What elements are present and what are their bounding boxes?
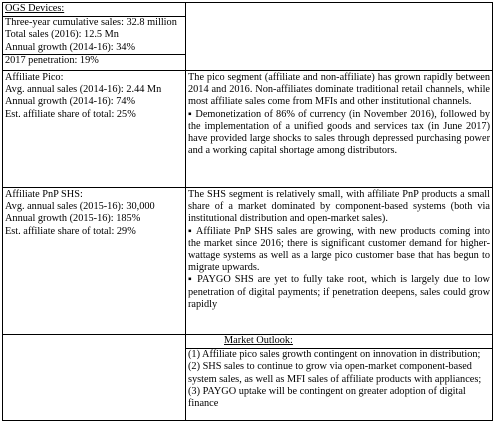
ogs-total-sales: Total sales (2016): 12.5 Mn [5, 29, 119, 41]
affiliate-pnp-shs-row [3, 188, 493, 335]
shs-paygo-bullet: ▪ PAYGO SHS are yet to fully take root, which is largely due to low penetration of digital payments; if penetration deepens, sales could grow rapidly [188, 274, 490, 310]
affiliate-pico-row [3, 71, 493, 188]
affiliate-shs-title: Affiliate PnP SHS: [5, 189, 83, 200]
ogs-devices-title: OGS Devices: [3, 3, 185, 17]
ogs-annual-growth: Annual growth (2014-16): 34% [5, 41, 136, 53]
market-outlook-cell [186, 335, 493, 421]
outlook-item-paygo: (3) PAYGO uptake will be contingent on greater adoption of digital finance [188, 385, 466, 410]
shs-overview-paragraph: The SHS segment is relatively small, with affiliate PnP products a small share of a market dominated by component-based systems (both via institutional distribution and open-market sales). [188, 189, 490, 225]
pico-overview-paragraph: The pico segment (affiliate and non-affiliate) has grown rapidly between 2014 and 2016. Non-affiliates dominate traditional retail channels, while most affiliate sales come from MFIs and other institutional channels. [188, 72, 490, 108]
ogs-penetration: 2017 penetration: 19% [3, 54, 185, 68]
shs-annual-growth: Annual growth (2015-16): 185% [5, 213, 141, 225]
shs-avg-annual-sales: Avg. annual sales (2015-16): 30,000 [5, 201, 155, 213]
outlook-item-pico: (1) Affiliate pico sales growth contingent on innovation in distribution; [188, 349, 481, 361]
affiliate-pico-description-cell [186, 71, 493, 188]
market-outlook-title: Market Outlook: [186, 335, 492, 349]
ogs-devices-row [3, 3, 493, 71]
affiliate-shs-description-cell [186, 188, 493, 335]
affiliate-pico-stats-cell [3, 71, 186, 188]
pico-demonetization-bullet: ▪ Demonetization of 86% of currency (in November 2016), followed by the implementation of a unified goods and services tax (in June 2017) have provided large shocks to sales through depressed purchasing power and a working capital shortage among distributors. [188, 108, 490, 157]
market-outlook-empty-cell [3, 335, 186, 421]
pico-affiliate-share: Est. affiliate share of total: 25% [5, 108, 136, 120]
ogs-devices-cell [3, 3, 186, 71]
market-outlook-row [3, 335, 493, 421]
pico-avg-annual-sales: Avg. annual sales (2014-16): 2.44 Mn [5, 84, 162, 96]
shs-affiliate-share: Est. affiliate share of total: 29% [5, 225, 136, 237]
ogs-cumulative-sales: Three-year cumulative sales: 32.8 million [5, 17, 177, 29]
outlook-item-shs: (2) SHS sales to continue to grow via open-market component-based system sales, as well as MFI sales of affiliate products with appliances; [188, 361, 482, 385]
pico-annual-growth: Annual growth (2014-16): 74% [5, 96, 136, 108]
market-summary-table [2, 2, 493, 421]
shs-growth-bullet: ▪ Affiliate PnP SHS sales are growing, with new products coming into the market since 2016; there is significant customer demand for higher-wattage systems as well as a large pico customer base that has begun to migrate upwards. [188, 225, 490, 274]
ogs-devices-empty-cell [186, 3, 493, 71]
affiliate-pico-title: Affiliate Pico: [5, 72, 64, 83]
affiliate-shs-stats-cell [3, 188, 186, 335]
